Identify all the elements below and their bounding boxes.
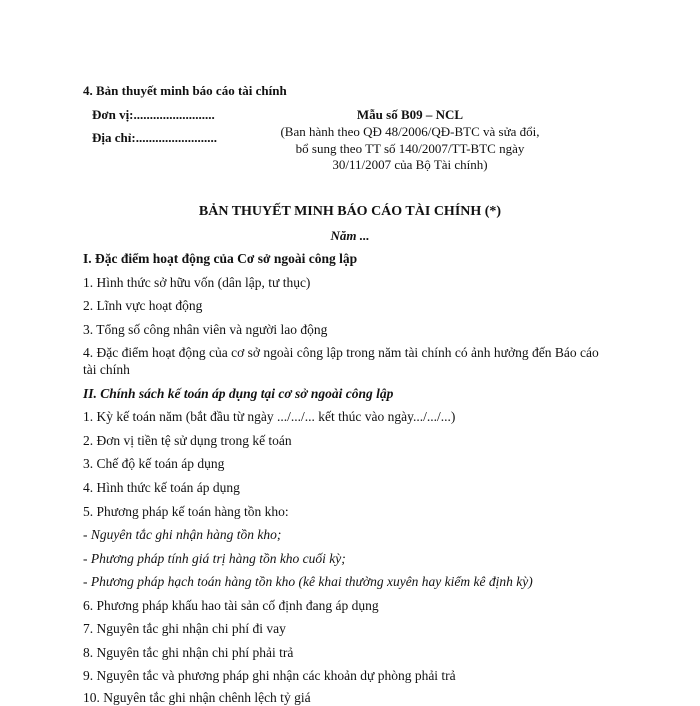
list-item: 3. Chế độ kế toán áp dụng — [83, 456, 225, 471]
list-item: 1. Hình thức sở hữu vốn (dân lập, tư thục) — [83, 275, 311, 290]
list-item: 9. Nguyên tắc và phương pháp ghi nhận các khoản dự phòng phải trả — [83, 668, 456, 683]
list-item: 2. Đơn vị tiền tệ sử dụng trong kế toán — [83, 433, 292, 448]
section-1-heading: I. Đặc điểm hoạt động của Cơ sở ngoài công lập — [83, 251, 358, 266]
list-item: 2. Lĩnh vực hoạt động — [83, 298, 203, 313]
list-item: 4. Đặc điểm hoạt động của cơ sở ngoài công lập trong năm tài chính có ảnh hưởng đến Báo cáo — [83, 345, 599, 360]
list-item: 6. Phương pháp khấu hao tài sản cố định đang áp dụng — [83, 598, 379, 613]
sub-list-item: - Phương pháp tính giá trị hàng tồn kho cuối kỳ; — [83, 551, 346, 566]
list-item: 10. Nguyên tắc ghi nhận chênh lệch tỷ giá — [83, 690, 311, 705]
don-vi-field: Đơn vị:......................... — [92, 107, 215, 122]
list-item: 4. Hình thức kế toán áp dụng — [83, 480, 240, 495]
list-item: 1. Kỳ kế toán năm (bắt đầu từ ngày .../.../... kết thúc vào ngày.../.../...) — [83, 409, 456, 424]
list-item: 8. Nguyên tắc ghi nhận chi phí phải trả — [83, 645, 294, 660]
form-note-line-3: 30/11/2007 của Bộ Tài chính) — [332, 157, 488, 172]
dia-chi-field: Địa chỉ:......................... — [92, 130, 217, 145]
section-2-heading: II. Chính sách kế toán áp dụng tại cơ sở ngoài công lập — [83, 386, 394, 401]
form-note-line-2: bổ sung theo TT số 140/2007/TT-BTC ngày — [295, 141, 525, 156]
form-note-line-1: (Ban hành theo QĐ 48/2006/QĐ-BTC và sửa đổi, — [280, 124, 540, 139]
list-item: 3. Tổng số công nhân viên và người lao động — [83, 322, 328, 337]
sub-list-item: - Phương pháp hạch toán hàng tồn kho (kê khai thường xuyên hay kiểm kê định kỳ) — [83, 574, 533, 589]
document-year: Năm ... — [330, 228, 370, 243]
list-item: 5. Phương pháp kế toán hàng tồn kho: — [83, 504, 289, 519]
list-item: 7. Nguyên tắc ghi nhận chi phí đi vay — [83, 621, 286, 636]
section-label: 4. Bản thuyết minh báo cáo tài chính — [83, 83, 287, 98]
form-number: Mẫu số B09 – NCL — [356, 107, 464, 122]
sub-list-item: - Nguyên tắc ghi nhận hàng tồn kho; — [83, 527, 282, 542]
list-item-continuation: tài chính — [83, 362, 130, 377]
document-title: BẢN THUYẾT MINH BÁO CÁO TÀI CHÍNH (*) — [198, 204, 502, 219]
